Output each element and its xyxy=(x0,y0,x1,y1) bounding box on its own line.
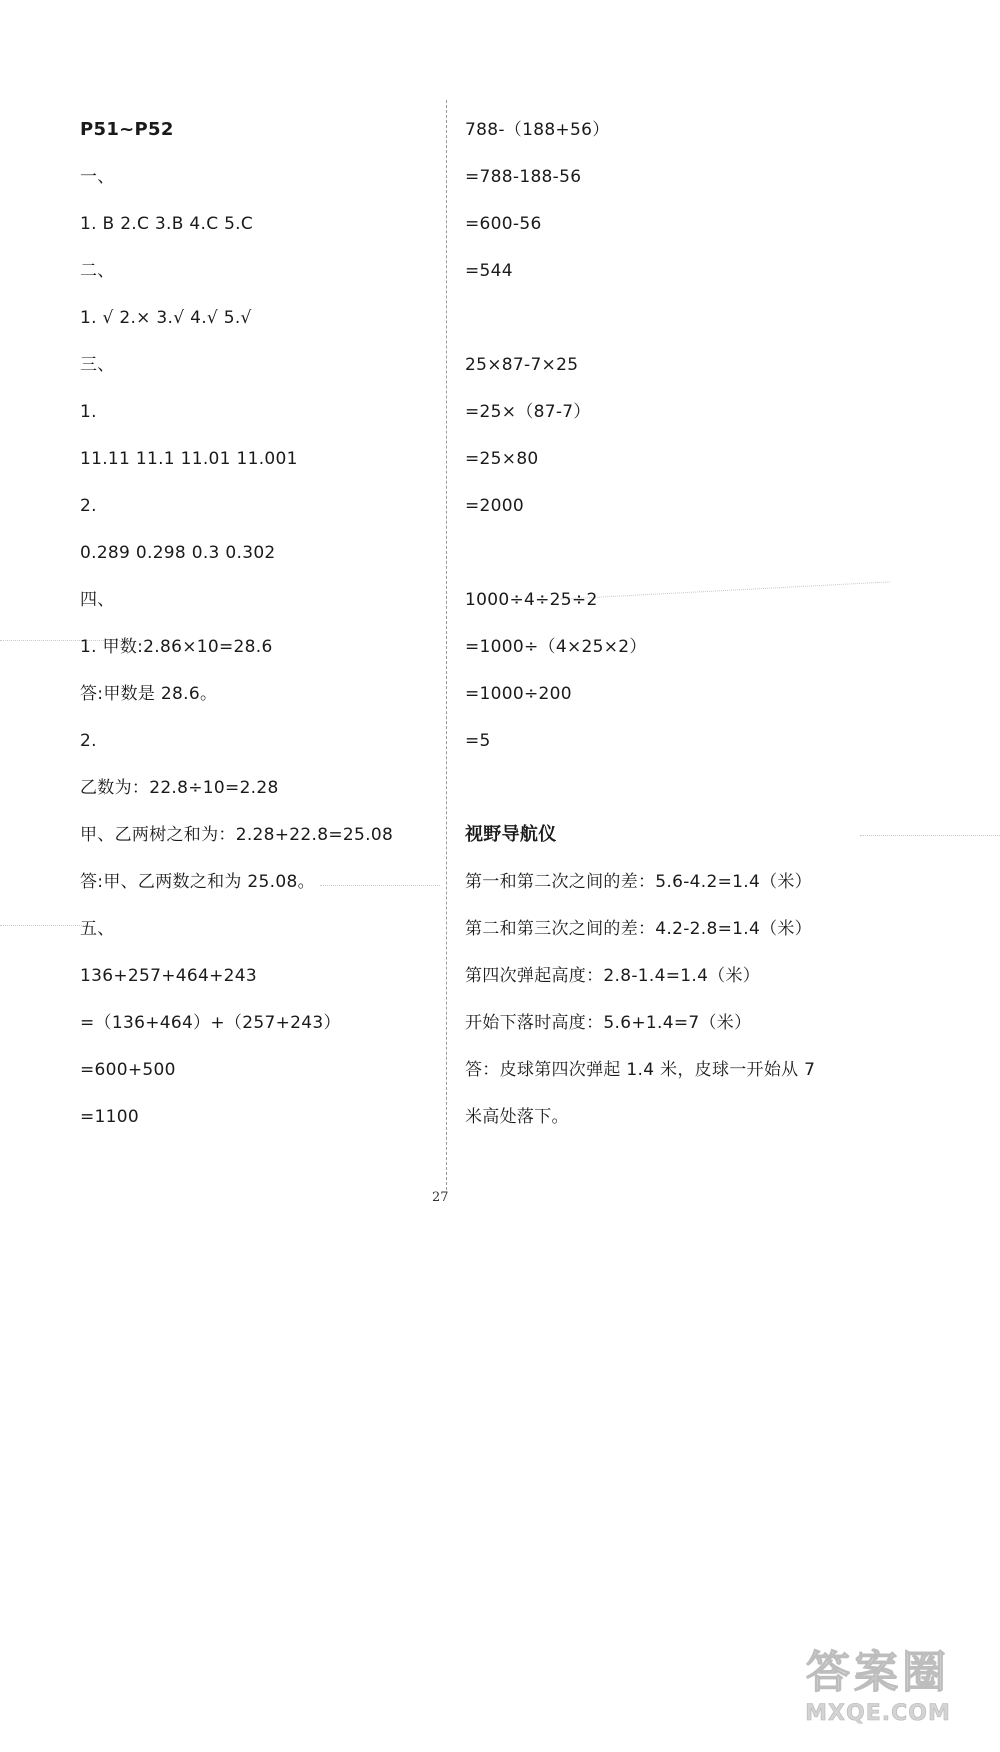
column-divider xyxy=(446,100,447,1190)
answer-line: 2. xyxy=(80,496,97,516)
answer-line: =600+500 xyxy=(80,1060,176,1080)
answer-line: 答：皮球第四次弹起 1.4 米，皮球一开始从 7 xyxy=(465,1060,816,1080)
section-heading-2: 二、 xyxy=(80,261,115,281)
answer-line: =1100 xyxy=(80,1107,140,1127)
scan-speckle xyxy=(860,835,1000,836)
answer-line: =5 xyxy=(465,731,491,751)
answer-line: 11.11 11.1 11.01 11.001 xyxy=(80,449,298,469)
answer-line: 乙数为：22.8÷10=2.28 xyxy=(80,778,279,798)
section-heading-5: 五、 xyxy=(80,919,115,939)
answer-line: 开始下落时高度：5.6+1.4=7（米） xyxy=(465,1013,752,1033)
answer-line: 第四次弹起高度：2.8-1.4=1.4（米） xyxy=(465,966,761,986)
section-title: P51~P52 xyxy=(80,119,174,140)
answer-line: 788-（188+56） xyxy=(465,120,610,140)
answer-line: 1000÷4÷25÷2 xyxy=(465,590,598,610)
answer-line: =（136+464）+（257+243） xyxy=(80,1013,341,1033)
section-heading-3: 三、 xyxy=(80,355,115,375)
answer-line: 136+257+464+243 xyxy=(80,966,258,986)
answer-line: 第一和第二次之间的差：5.6-4.2=1.4（米） xyxy=(465,872,812,892)
answer-line: 1. xyxy=(80,402,97,422)
answer-line: =25×80 xyxy=(465,449,539,469)
answer-line: 1. 甲数:2.86×10=28.6 xyxy=(80,637,273,657)
watermark-url: MXQE.COM xyxy=(805,1701,951,1726)
answer-line: 2. xyxy=(80,731,97,751)
answer-line: =1000÷200 xyxy=(465,684,572,704)
answer-line: 25×87-7×25 xyxy=(465,355,579,375)
answer-line: 甲、乙两树之和为：2.28+22.8=25.08 xyxy=(80,825,394,845)
answer-line: 答:甲数是 28.6。 xyxy=(80,684,218,704)
section-heading-4: 四、 xyxy=(80,590,115,610)
answer-line: 1. √ 2.× 3.√ 4.√ 5.√ xyxy=(80,308,252,328)
answer-line: =788-188-56 xyxy=(465,167,582,187)
answer-line: 0.289 0.298 0.3 0.302 xyxy=(80,543,276,563)
answer-line: 1. B 2.C 3.B 4.C 5.C xyxy=(80,214,254,234)
page-number: 27 xyxy=(432,1190,449,1205)
scan-speckle xyxy=(320,885,440,886)
scan-speckle xyxy=(560,581,890,599)
answer-line: 第二和第三次之间的差：4.2-2.8=1.4（米） xyxy=(465,919,812,939)
answer-line: =25×（87-7） xyxy=(465,402,591,422)
scan-speckle xyxy=(0,925,90,926)
answer-line: =1000÷（4×25×2） xyxy=(465,637,647,657)
answer-line: 答:甲、乙两数之和为 25.08。 xyxy=(80,872,315,892)
watermark-logo xyxy=(778,1646,978,1742)
answer-line: =2000 xyxy=(465,496,525,516)
answer-line: 米高处落下。 xyxy=(465,1107,569,1127)
section-heading-1: 一、 xyxy=(80,167,115,187)
section-title-navigator: 视野导航仪 xyxy=(465,824,557,845)
answer-line: =600-56 xyxy=(465,214,542,234)
answer-line: =544 xyxy=(465,261,513,281)
watermark-text: 答案圈 xyxy=(806,1647,950,1698)
